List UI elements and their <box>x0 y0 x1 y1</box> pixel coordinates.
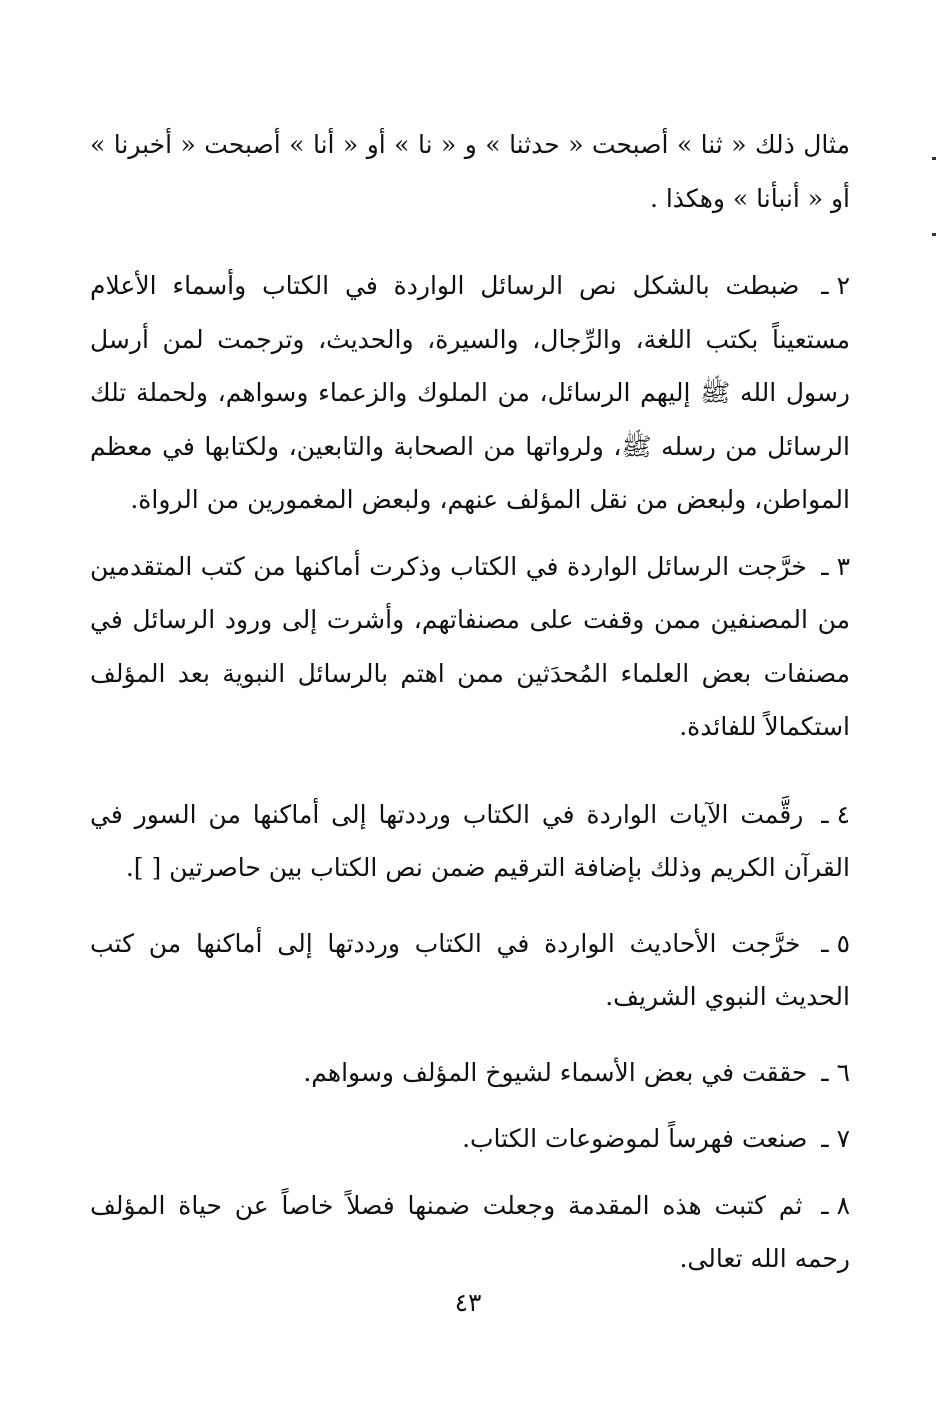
item-text: خرَّجت الرسائل الواردة في الكتاب وذكرت أماكنها من كتب المتقدمين من المصنفين ممن وقفت على مصنفاتهم، وأشرت إلى ورود الرسائل في مصنفات بعض العلماء المُحدَثين ممن اهتم بالرسائل النبوية بعد المؤلف استكمالاً للفائدة. <box>90 551 850 741</box>
spacer <box>90 527 850 540</box>
list-item-2 <box>90 259 850 527</box>
item-number: ٢ ـ <box>821 271 850 300</box>
item-text: حققت في بعض الأسماء لشيوخ المؤلف وسواهم. <box>303 1057 808 1087</box>
list-item-5 <box>90 917 850 1024</box>
list-item-6 <box>90 1046 850 1100</box>
spacer <box>90 225 850 259</box>
item-text: رقَّمت الآيات الواردة في الكتاب ورددتها إلى أماكنها من السور في القرآن الكريم وذلك بإضافة الترقيم ضمن نص الكتاب بين حاصرتين [ ]. <box>90 799 850 882</box>
item-number: ٨ ـ <box>821 1190 850 1220</box>
list-item-3 <box>90 540 850 754</box>
item-number: ٥ ـ <box>821 928 850 958</box>
spacer <box>90 1099 850 1112</box>
spacer <box>90 1024 850 1046</box>
list-item-7 <box>90 1112 850 1166</box>
item-number: ٤ ـ <box>821 799 851 829</box>
page-body <box>90 118 850 1286</box>
item-number: ٣ ـ <box>821 551 850 581</box>
item-text: خرَّجت الأحاديث الواردة في الكتاب ورددتها إلى أماكنها من كتب الحديث النبوي الشريف. <box>90 928 850 1011</box>
list-item-8 <box>90 1179 850 1286</box>
list-item-4 <box>90 788 850 895</box>
intro-paragraph: مثال ذلك « ثنا » أصبحت « حدثنا » و « نا » أو « أنا » أصبحت « أخبرنا » أو « أنبأنا » وهكذا . <box>90 130 850 213</box>
spacer <box>90 895 850 917</box>
scan-edge-mark-top <box>932 157 936 160</box>
scan-edge-mark-middle <box>932 233 936 236</box>
page-number: ٤٣ <box>454 1288 482 1317</box>
spacer <box>90 754 850 788</box>
item-text: صنعت فهرساً لموضوعات الكتاب. <box>462 1124 808 1153</box>
item-number: ٦ ـ <box>821 1057 850 1087</box>
item-text: ضبطت بالشكل نص الرسائل الواردة في الكتاب وأسماء الأعلام مستعيناً بكتب اللغة، والرِّجال، والسيرة، والحديث، وترجمت لمن أرسل رسول الله ﷺ إليهم الرسائل، من الملوك والزعماء وسواهم، ولحملة تلك الرسائل من رسله ﷺ، ولرواتها من الصحابة والتابعين، ولكتابها في معظم المواطن، ولبعض من نقل المؤلف عنهم، ولبعض المغمورين من الرواة. <box>90 271 850 514</box>
item-number: ٧ ـ <box>821 1124 850 1153</box>
item-text: ثم كتبت هذه المقدمة وجعلت ضمنها فصلاً خاصاً عن حياة المؤلف رحمه الله تعالى. <box>90 1190 850 1273</box>
spacer <box>90 1166 850 1179</box>
